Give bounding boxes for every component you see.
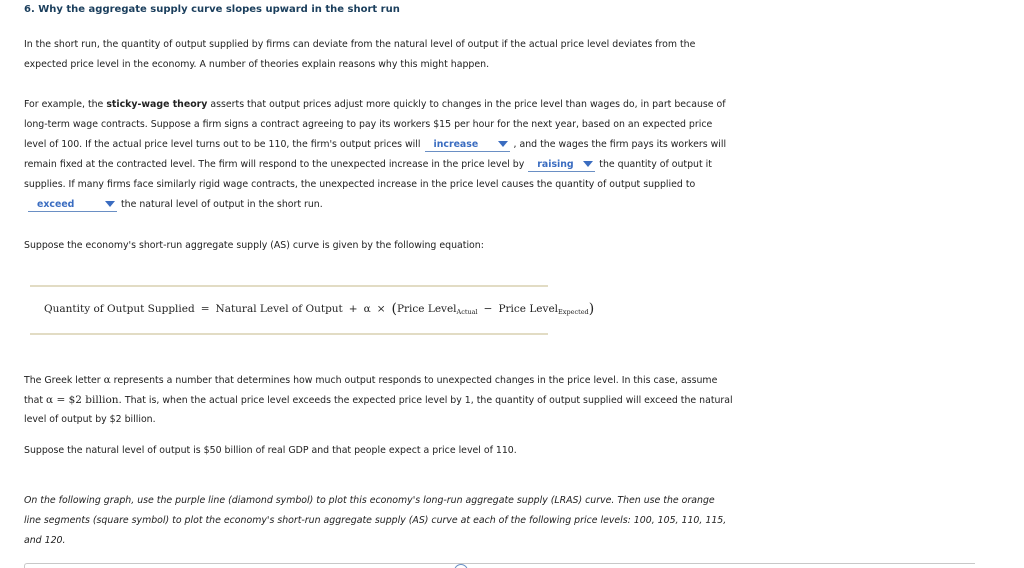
- text-segment: remain fixed at the contracted level. The firm will respond to the unexpected increase in the price level by: [24, 159, 525, 170]
- graph-frame: [24, 563, 975, 568]
- equals-sign: =: [200, 303, 210, 315]
- equation-intro: [24, 236, 794, 256]
- sticky-wage-term: sticky-wage theory: [106, 99, 208, 110]
- actual-subscript: Actual: [456, 308, 478, 316]
- price-level-actual: Price Level: [396, 303, 457, 315]
- sticky-wage-line-6: [24, 195, 794, 215]
- equation-natural-output: Natural Level of Output: [215, 303, 343, 315]
- equation-box: [30, 285, 595, 335]
- output-supplied-dropdown[interactable]: [28, 198, 117, 212]
- dropdown-selected-value: increase: [433, 139, 479, 150]
- instructions-line-3: and 120.: [24, 535, 66, 546]
- text-segment: That is, when the actual price level exceeds the expected price level by 1, the quantity of output supplied will exceed the natural: [121, 395, 733, 406]
- close-paren: ): [588, 301, 595, 317]
- plus-sign: +: [348, 303, 358, 315]
- natural-level-text: Suppose the natural level of output is $50 billion of real GDP and that people expect a price level of 110.: [24, 445, 517, 456]
- text-segment: that: [24, 395, 47, 406]
- text-segment: represents a number that determines how much output responds to unexpected changes in the price level. In this case, assume: [110, 375, 718, 386]
- alpha-line-1: [24, 370, 794, 390]
- as-equation: [44, 301, 594, 317]
- text-segment: level of 100. If the actual price level turns out to be 110, the firm's output prices will: [24, 139, 421, 150]
- equation-intro-text: Suppose the economy's short-run aggregate supply (AS) curve is given by the following equation:: [24, 240, 484, 251]
- text-segment: For example, the: [24, 99, 107, 110]
- natural-level-paragraph: [24, 441, 794, 461]
- instructions-line-2: line segments (square symbol) to plot the economy's short-run aggregate supply (AS) curve at each of the following price levels: 100, 105, 110, 115,: [24, 515, 727, 526]
- graph-instructions: [24, 491, 794, 551]
- equation-lhs: Quantity of Output Supplied: [44, 303, 195, 315]
- alpha-line-3: level of output by $2 billion.: [24, 414, 156, 425]
- output-prices-dropdown[interactable]: [425, 138, 510, 152]
- minus-sign: −: [483, 303, 493, 315]
- sticky-wage-line-5: supplies. If many firms face similarly rigid wage contracts, the unexpected increase in the price level causes the quantity of output supplied to: [24, 179, 696, 190]
- alpha-symbol: α: [363, 303, 371, 315]
- text-segment: The Greek letter: [24, 375, 104, 386]
- question-title: 6. Why the aggregate supply curve slopes upward in the short run: [24, 4, 400, 15]
- intro-line-2: expected price level in the economy. A number of theories explain reasons why this might happen.: [24, 59, 490, 70]
- sticky-wage-line-4: [24, 155, 794, 175]
- dropdown-caret-icon: [583, 161, 593, 167]
- times-sign: ×: [376, 303, 386, 315]
- text-segment: asserts that output prices adjust more quickly to changes in the price level than wages do, in part because of: [207, 99, 726, 110]
- sticky-wage-line-1: [24, 95, 794, 115]
- alpha-line-2: [24, 390, 794, 410]
- intro-paragraph: [24, 35, 794, 75]
- alpha-value: α = $2 billion.: [46, 394, 122, 406]
- sticky-wage-line-2: long-term wage contracts. Suppose a firm signs a contract agreeing to pay its workers $15 per hour for the next year, based on an expected price: [24, 119, 713, 130]
- alpha-paragraph: [24, 370, 794, 430]
- text-segment: the quantity of output it: [599, 159, 712, 170]
- firm-response-dropdown[interactable]: [528, 158, 595, 172]
- expected-subscript: Expected: [558, 308, 589, 316]
- text-segment: the natural level of output in the short run.: [121, 199, 323, 210]
- dropdown-selected-value: raising: [537, 159, 574, 170]
- sticky-wage-line-3: [24, 135, 794, 155]
- price-level-expected: Price Level: [498, 303, 559, 315]
- dropdown-caret-icon: [498, 141, 508, 147]
- intro-line-1: In the short run, the quantity of output supplied by firms can deviate from the natural level of output if the actual price level deviates from the: [24, 39, 696, 50]
- instructions-line-1: On the following graph, use the purple line (diamond symbol) to plot this economy's long-run aggregate supply (LRAS) curve. Then use the orange: [24, 495, 715, 506]
- alpha-symbol: α: [103, 374, 111, 386]
- text-segment: , and the wages the firm pays its workers will: [513, 139, 727, 150]
- dropdown-caret-icon: [105, 201, 115, 207]
- sticky-wage-paragraph: [24, 95, 794, 215]
- open-paren: (: [391, 301, 397, 317]
- dropdown-selected-value: exceed: [37, 199, 75, 210]
